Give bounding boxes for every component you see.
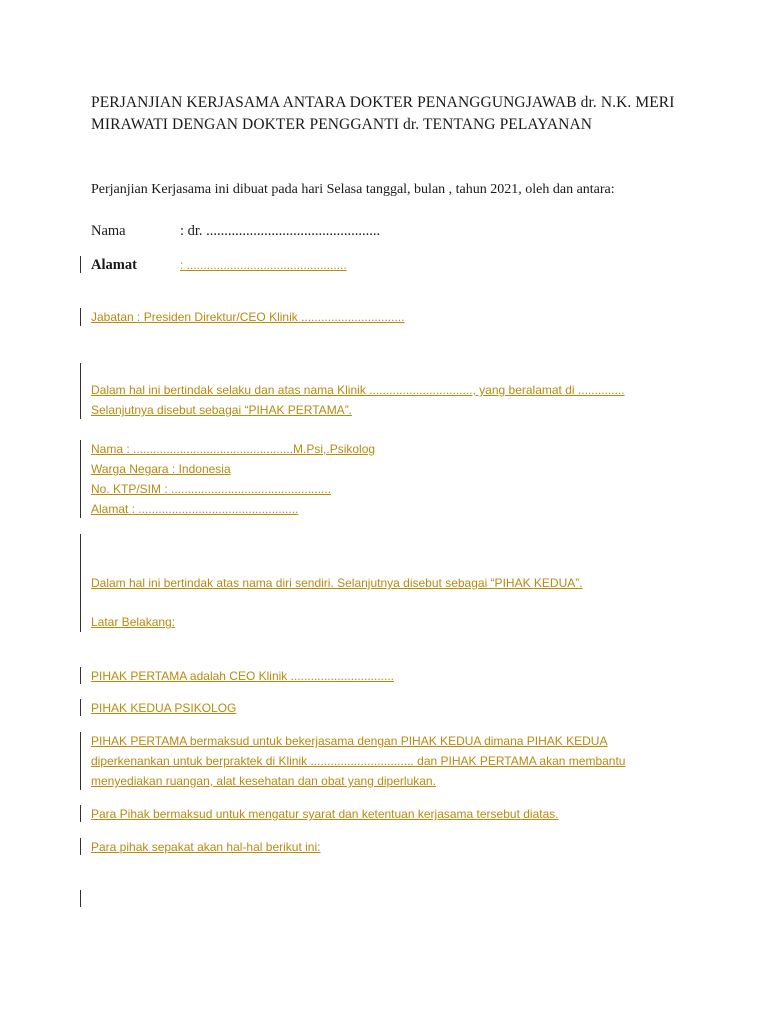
- change-bar: [80, 534, 81, 632]
- pihak-kedua-paragraph: Dalam hal ini bertindak atas nama diri sendiri. Selanjutnya disebut sebagai “PIHAK KEDUA”.: [91, 576, 583, 590]
- pihak-pertama-line-1: Dalam hal ini bertindak selaku dan atas nama Klinik ..............................., yang beralamat di ..............: [91, 383, 625, 397]
- title-line-2: MIRAWATI DENGAN DOKTER PENGGANTI dr. TENTANG PELAYANAN: [91, 116, 593, 133]
- change-bar: [80, 308, 81, 326]
- change-bar: [80, 256, 81, 273]
- document-title: [91, 92, 731, 136]
- change-bar: [80, 805, 81, 822]
- intro-paragraph: Perjanjian Kerjasama ini dibuat pada hari Selasa tanggal, bulan , tahun 2021, oleh dan antara:: [91, 182, 615, 197]
- alamat-value: : ................................................: [180, 258, 347, 272]
- latar-belakang-item-1: PIHAK PERTAMA adalah CEO Klinik ...............................: [91, 669, 394, 683]
- jabatan-line: Jabatan : Presiden Direktur/CEO Klinik ...............................: [91, 310, 405, 324]
- change-bar: [80, 440, 81, 518]
- latar-belakang-item-5: Para pihak sepakat akan hal-hal berikut ini:: [91, 840, 321, 854]
- latar-belakang-item-3-line-2: diperkenankan untuk berpraktek di Klinik ............................... dan PIHAK PERTAMA akan membantu: [91, 754, 626, 768]
- change-bar: [80, 732, 81, 790]
- alamat-label: Alamat: [91, 257, 137, 273]
- change-bar: [80, 363, 81, 419]
- latar-belakang-item-3-line-3: menyediakan ruangan, alat kesehatan dan obat yang diperlukan.: [91, 774, 436, 788]
- text-cursor: [80, 890, 81, 907]
- change-bar: [80, 667, 81, 684]
- latar-belakang-heading: Latar Belakang:: [91, 615, 176, 629]
- change-bar: [80, 838, 81, 855]
- pihak-kedua-alamat: Alamat : ................................................: [91, 502, 299, 516]
- nama-row: [91, 222, 380, 240]
- pihak-kedua-warga-negara: Warga Negara : Indonesia: [91, 462, 231, 476]
- latar-belakang-item-4: Para Pihak bermaksud untuk mengatur syarat dan ketentuan kerjasama tersebut diatas.: [91, 807, 559, 821]
- title-line-1: PERJANJIAN KERJASAMA ANTARA DOKTER PENANGGUNGJAWAB dr. N.K. MERI: [91, 94, 675, 111]
- nama-label: Nama: [91, 223, 126, 239]
- nama-value: : dr. ................................................: [180, 223, 381, 239]
- pihak-pertama-line-2: Selanjutnya disebut sebagai “PIHAK PERTAMA”.: [91, 403, 353, 417]
- latar-belakang-item-2: PIHAK KEDUA PSIKOLOG: [91, 701, 237, 715]
- pihak-kedua-nama: Nama : ................................................M.Psi,.Psikolog: [91, 442, 376, 456]
- pihak-kedua-ktp: No. KTP/SIM : ................................................: [91, 482, 332, 496]
- latar-belakang-item-3-line-1: PIHAK PERTAMA bermaksud untuk bekerjasama dengan PIHAK KEDUA dimana PIHAK KEDUA: [91, 734, 608, 748]
- change-bar: [80, 699, 81, 716]
- alamat-row: [91, 256, 347, 276]
